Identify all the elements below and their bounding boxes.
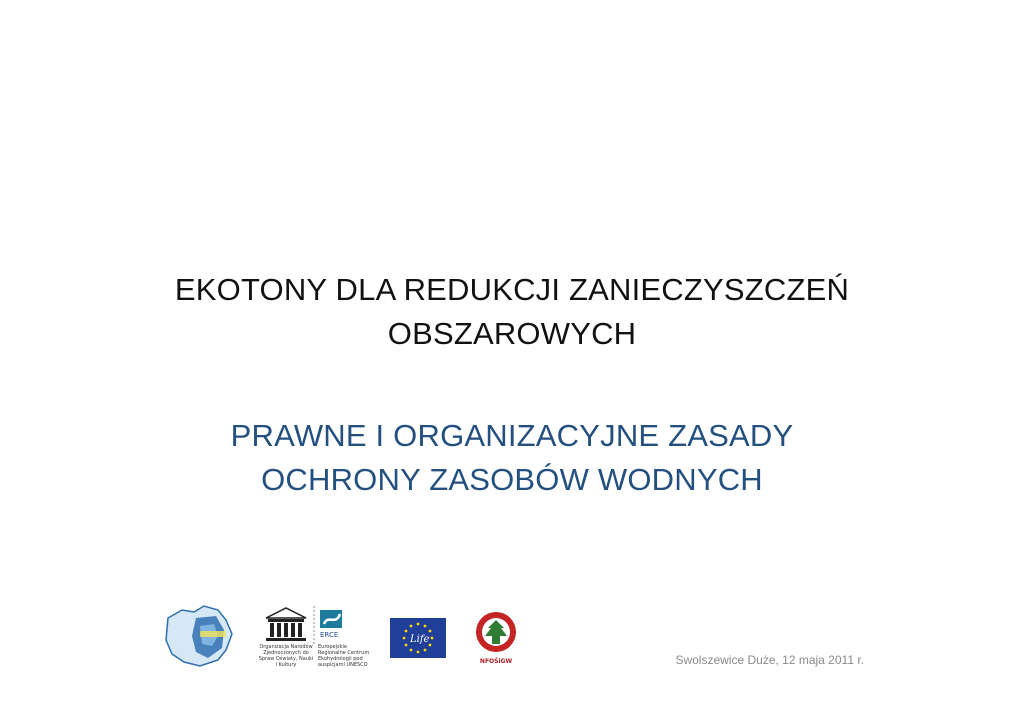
title-line-1: EKOTONY DLA REDUKCJI ZANIECZYSZCZEŃ: [174, 272, 850, 307]
eu-life-text: Life: [410, 634, 430, 645]
unesco-erce-logo: [258, 604, 370, 670]
subtitle-line-2: OCHRONY ZASOBÓW WODNYCH: [261, 462, 763, 497]
slide-title: [100, 268, 924, 356]
svg-text:ERCE: ERCE: [320, 631, 339, 639]
title-line-2: OBSZAROWYCH: [387, 316, 637, 351]
nfosigw-logo: [474, 610, 518, 668]
unesco-caption: Organizacja Narodów Zjednoczonych do Spraw Oświaty, Nauki i Kultury: [258, 644, 314, 668]
subtitle-line-1: PRAWNE I ORGANIZACYJNE ZASADY: [230, 418, 794, 453]
poland-map-logo: [160, 600, 240, 670]
slide-footer-date: Swolszewice Duże, 12 maja 2011 r.: [675, 653, 864, 667]
erce-caption: Europejskie Regionalne Centrum Ekohydrologii pod auspicjami UNESCO: [318, 644, 370, 668]
logo-strip: [160, 600, 540, 672]
eu-life-logo: [390, 618, 446, 658]
nfosigw-label: NFOŚiGW: [479, 658, 513, 665]
slide-subtitle: [100, 414, 924, 502]
